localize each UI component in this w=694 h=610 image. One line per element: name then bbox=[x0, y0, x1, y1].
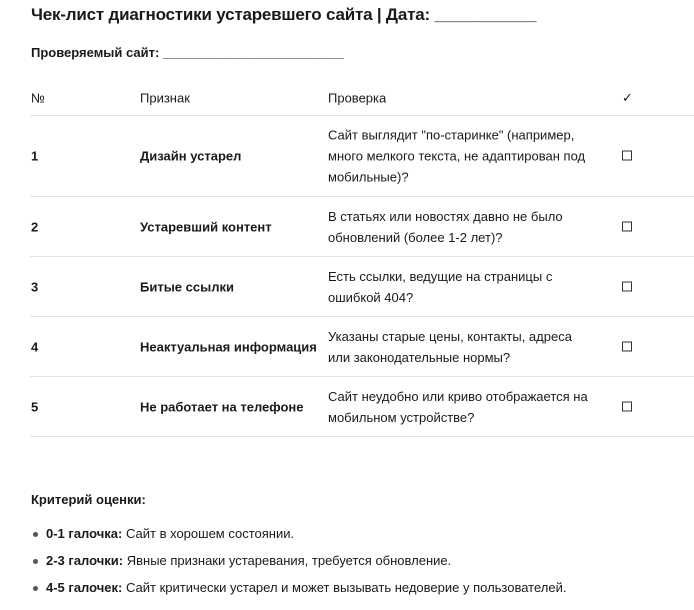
header-check: Проверка bbox=[328, 90, 387, 105]
row-num: 5 bbox=[31, 399, 39, 414]
row-num: 4 bbox=[31, 339, 39, 354]
header-num: № bbox=[31, 90, 45, 105]
table-row bbox=[30, 317, 694, 377]
criteria-item bbox=[31, 574, 566, 601]
page-title: Чек-лист диагностики устаревшего сайта | Дата: ___________ bbox=[31, 5, 537, 24]
row-num: 1 bbox=[31, 148, 39, 164]
row-sign: Неактуальная информация bbox=[140, 339, 317, 354]
row-check: Указаны старые цены, контакты, адреса или законодательные нормы? bbox=[328, 328, 572, 365]
row-sign: Устаревший контент bbox=[140, 219, 272, 234]
criteria-label: 2-3 галочки: bbox=[46, 553, 124, 568]
row-num: 3 bbox=[31, 279, 39, 294]
criteria-label: 4-5 галочек: bbox=[46, 580, 123, 595]
row-check: Сайт выглядит "по-старинке" (например, много мелкого текста, не адаптирован под мобильные)? bbox=[328, 127, 586, 185]
checkbox-icon[interactable] bbox=[622, 339, 632, 354]
criteria-title: Критерий оценки: bbox=[31, 492, 146, 507]
row-check: В статьях или новостях давно не было обновлений (более 1-2 лет)? bbox=[328, 208, 563, 245]
checkbox-icon[interactable] bbox=[622, 279, 632, 294]
criteria-text: Сайт критически устарел и может вызывать недоверие у пользователей. bbox=[122, 580, 567, 595]
checkbox-icon[interactable] bbox=[622, 399, 632, 414]
table-row bbox=[30, 257, 694, 317]
checkbox-icon[interactable] bbox=[622, 219, 632, 234]
checkbox-icon[interactable] bbox=[622, 149, 632, 164]
row-check: Есть ссылки, ведущие на страницы с ошибкой 404? bbox=[328, 268, 553, 305]
criteria-item bbox=[31, 547, 566, 574]
criteria-list bbox=[31, 520, 566, 601]
table-row bbox=[30, 377, 694, 437]
table-row bbox=[30, 197, 694, 257]
table-row bbox=[30, 116, 694, 197]
criteria-text: Сайт в хорошем состоянии. bbox=[122, 526, 295, 541]
criteria-text: Явные признаки устаревания, требуется обновление. bbox=[123, 553, 452, 568]
row-num: 2 bbox=[31, 219, 39, 234]
row-check: Сайт неудобно или криво отображается на мобильном устройстве? bbox=[328, 388, 588, 425]
row-sign: Битые ссылки bbox=[140, 279, 234, 294]
table-header bbox=[30, 80, 694, 116]
row-sign: Не работает на телефоне bbox=[140, 399, 304, 414]
checklist-table bbox=[30, 80, 694, 437]
row-sign: Дизайн устарел bbox=[140, 148, 242, 164]
checkmark-icon: ✓ bbox=[622, 89, 633, 105]
criteria-item bbox=[31, 520, 566, 547]
site-field-label: Проверяемый сайт: _________________________ bbox=[31, 45, 344, 60]
criteria-label: 0-1 галочка: bbox=[46, 526, 123, 541]
header-sign: Признак bbox=[140, 90, 190, 105]
